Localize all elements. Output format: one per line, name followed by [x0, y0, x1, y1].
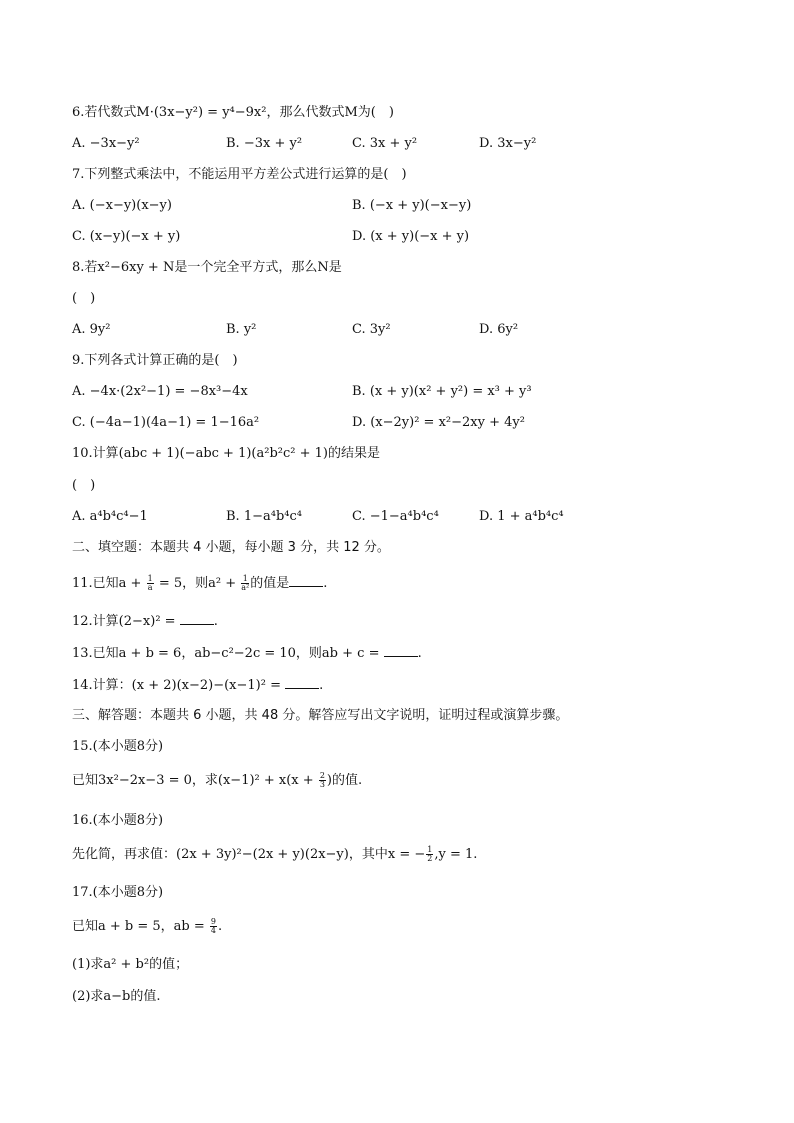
q12-stem — [72, 612, 218, 631]
q7-stem: 7.下列整式乘法中，不能运用平方差公式进行运算的是( ) — [72, 167, 407, 182]
q13-stem — [72, 644, 422, 663]
section-solve-title: 三、解答题：本题共 6 小题，共 48 分。解答应写出文字说明，证明过程或演算步骤。 — [72, 708, 569, 723]
q7-option-b: B. (−x + y)(−x−y) — [352, 198, 472, 213]
q9-option-c: C. (−4a−1)(4a−1) = 1−16a² — [72, 415, 260, 430]
q10-option-c: C. −1−a⁴b⁴c⁴ — [352, 509, 439, 524]
q8-stem: 8.若x²−6xy + N是一个完全平方式，那么N是 — [72, 260, 342, 275]
q11-fraction-2-numerator: 1 — [242, 574, 248, 583]
q10-option-b: B. 1−a⁴b⁴c⁴ — [226, 509, 302, 524]
q15-text-prefix: 已知3x²−2x−3 = 0，求(x−1)² + x(x + — [72, 773, 318, 788]
q9-option-b: B. (x + y)(x² + y²) = x³ + y³ — [352, 384, 532, 399]
q13-text: 13.已知a + b = 6，ab−c²−2c = 10，则ab + c = — [72, 646, 384, 661]
section-fill-in-title: 二、填空题：本题共 4 小题，每小题 3 分，共 12 分。 — [72, 540, 390, 555]
q17-sub-2: (2)求a−b的值. — [72, 989, 161, 1004]
q7-option-a: A. (−x−y)(x−y) — [72, 198, 172, 213]
q11-text-suffix: 的值是 — [250, 576, 290, 591]
q17-fraction-denominator: 4 — [210, 926, 216, 935]
q6-option-a: A. −3x−y² — [72, 136, 140, 151]
q7-option-d: D. (x + y)(−x + y) — [352, 229, 470, 244]
q15-header: 15.(本小题8分) — [72, 739, 164, 754]
q15-fraction — [319, 772, 326, 789]
q17-text-suffix: . — [217, 919, 223, 934]
q16-fraction-denominator: 2 — [427, 854, 433, 863]
q11-fraction-1 — [147, 575, 154, 592]
q8-option-a: A. 9y² — [72, 322, 111, 337]
q15-fraction-numerator: 2 — [319, 771, 325, 780]
q6-option-c: C. 3x + y² — [352, 136, 418, 151]
q17-fraction-numerator: 9 — [210, 917, 216, 926]
q7-option-c: C. (x−y)(−x + y) — [72, 229, 181, 244]
q9-option-a: A. −4x·(2x²−1) = −8x³−4x — [72, 384, 248, 399]
q11-text-mid: = 5，则a² + — [154, 576, 241, 591]
q9-stem: 9.下列各式计算正确的是( ) — [72, 353, 238, 368]
q17-stem — [72, 918, 222, 936]
q16-fraction-numerator: 1 — [427, 845, 433, 854]
q11-fraction-2-denominator: a² — [241, 583, 250, 592]
q11-fraction-1-numerator: 1 — [147, 574, 153, 583]
q10-option-a: A. a⁴b⁴c⁴−1 — [72, 509, 148, 524]
q11-stem — [72, 574, 327, 593]
q17-text-prefix: 已知a + b = 5，ab = — [72, 919, 209, 934]
q14-stem — [72, 676, 323, 695]
q14-text: 14.计算：(x + 2)(x−2)−(x−1)² = — [72, 678, 286, 693]
q11-fraction-1-denominator: a — [147, 583, 153, 592]
q11-text-end: . — [323, 576, 328, 591]
q11-answer-blank — [289, 574, 323, 587]
q16-fraction — [426, 846, 433, 863]
q17-sub-1: (1)求a² + b²的值； — [72, 957, 189, 972]
q13-answer-blank — [384, 644, 418, 657]
q12-answer-blank — [180, 612, 214, 625]
q8-option-b: B. y² — [226, 322, 257, 337]
q8-option-c: C. 3y² — [352, 322, 391, 337]
q10-option-d: D. 1 + a⁴b⁴c⁴ — [479, 509, 564, 524]
q8-option-d: D. 6y² — [479, 322, 519, 337]
q14-text-end: . — [319, 678, 324, 693]
q16-text-prefix: 先化简，再求值：(2x + 3y)²−(2x + y)(2x−y)，其中x = − — [72, 847, 426, 862]
q6-option-b: B. −3x + y² — [226, 136, 303, 151]
q17-fraction — [210, 918, 217, 935]
q12-text-end: . — [213, 614, 218, 629]
q16-text-suffix: ,y = 1. — [434, 847, 478, 862]
q6-option-d: D. 3x−y² — [479, 136, 537, 151]
q14-answer-blank — [285, 676, 319, 689]
q6-stem: 6.若代数式M·(3x−y²) = y⁴−9x²，那么代数式M为( ) — [72, 105, 394, 120]
q15-fraction-denominator: 3 — [319, 780, 325, 789]
q11-fraction-2 — [241, 575, 249, 592]
q15-stem — [72, 772, 362, 790]
q15-text-suffix: )的值. — [326, 773, 363, 788]
q8-paren: ( ) — [72, 291, 96, 306]
q10-stem: 10.计算(abc + 1)(−abc + 1)(a²b²c² + 1)的结果是 — [72, 446, 380, 461]
q16-stem — [72, 846, 477, 864]
q12-text: 12.计算(2−x)² = — [72, 614, 180, 629]
q11-text-prefix: 11.已知a + — [72, 576, 146, 591]
q10-paren: ( ) — [72, 478, 96, 493]
q16-header: 16.(本小题8分) — [72, 813, 164, 828]
q9-option-d: D. (x−2y)² = x²−2xy + 4y² — [352, 415, 525, 430]
q17-header: 17.(本小题8分) — [72, 885, 164, 900]
q13-text-end: . — [417, 646, 422, 661]
